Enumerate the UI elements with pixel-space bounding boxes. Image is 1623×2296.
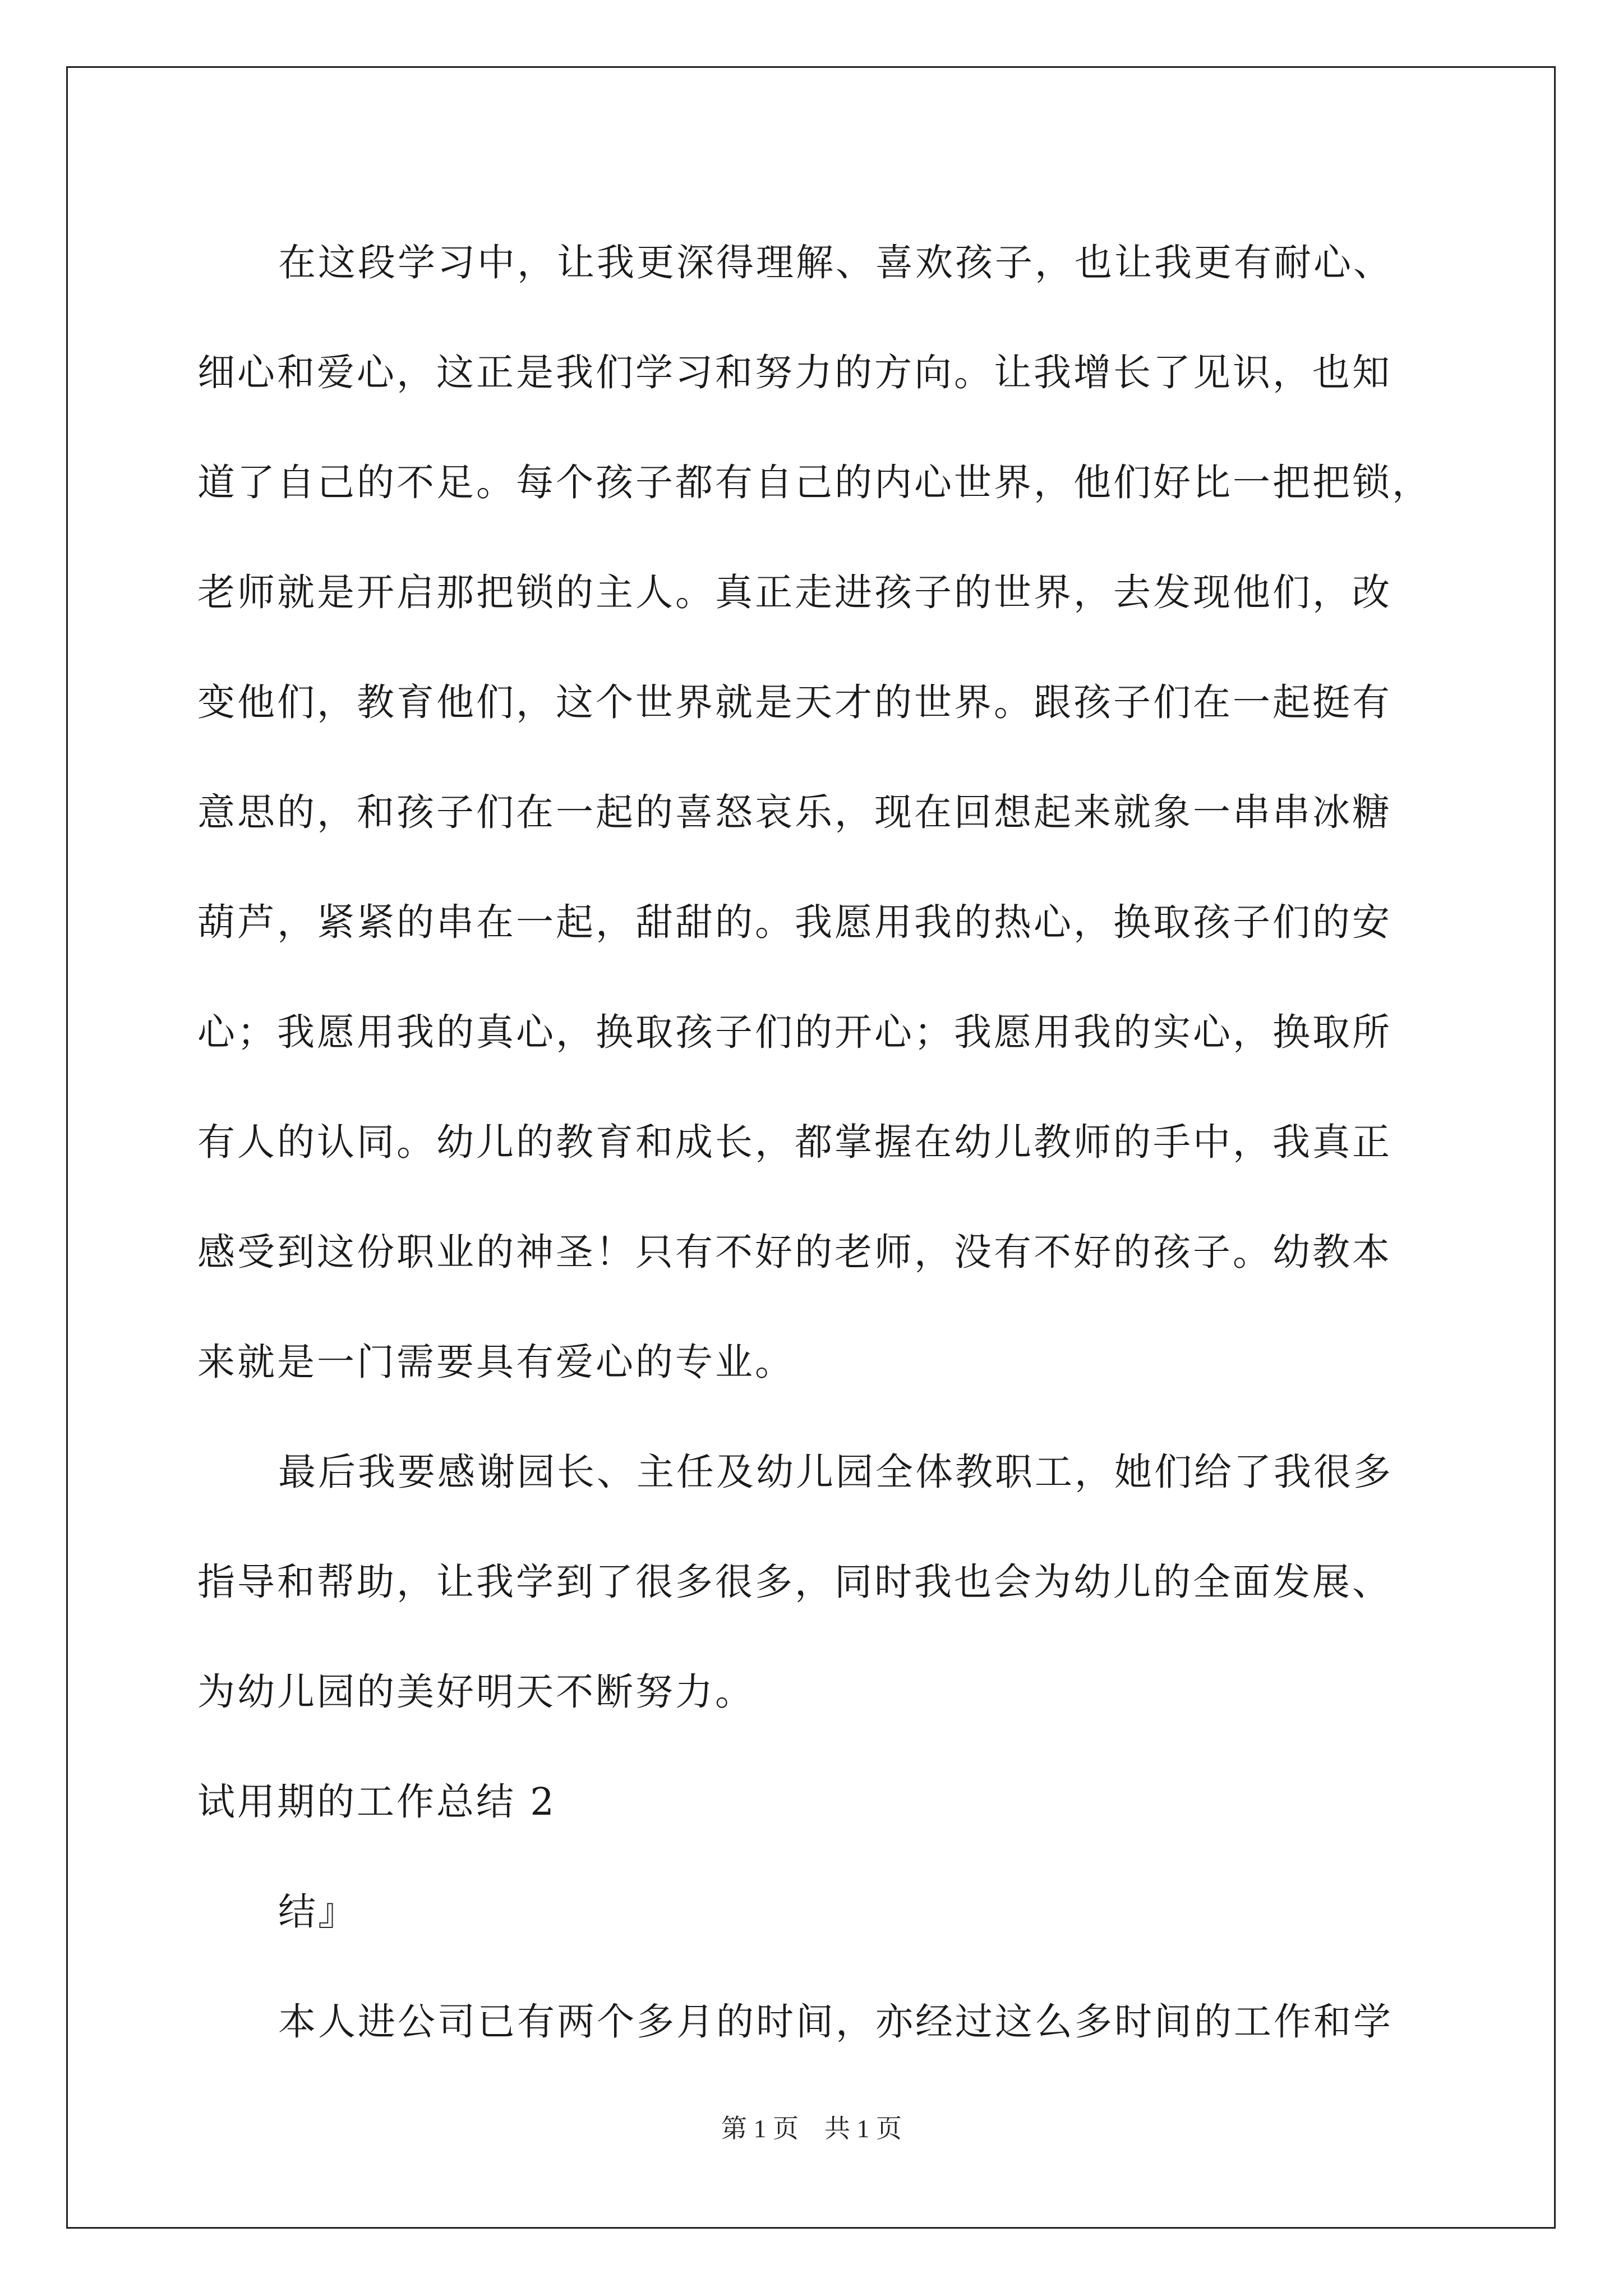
document-body	[197, 208, 1431, 2077]
paragraph-1-line-5: 变他们，教育他们，这个世界就是天才的世界。跟孩子们在一起挺有	[197, 680, 1392, 724]
page-footer: 第 1 页 共 1 页	[721, 2114, 902, 2143]
paragraph-1-line-1: 在这段学习中，让我更深得理解、喜欢孩子，也让我更有耐心、	[278, 241, 1393, 284]
paragraph-1-line-8: 心；我愿用我的真心，换取孩子们的开心；我愿用我的实心，换取所	[197, 1010, 1392, 1054]
paragraph-2-line-3: 为幼儿园的美好明天不断努力。	[197, 1670, 755, 1714]
paragraph-2-line-2: 指导和帮助，让我学到了很多很多，同时我也会为幼儿的全面发展、	[197, 1560, 1392, 1604]
paragraph-1-line-3: 道了自己的不足。每个孩子都有自己的内心世界，他们好比一把把锁，	[197, 461, 1432, 504]
paragraph-3-line-1: 本人进公司已有两个多月的时间，亦经过这么多时间的工作和学	[278, 2000, 1393, 2044]
paragraph-1-line-11: 来就是一门需要具有爱心的专业。	[197, 1340, 795, 1384]
paragraph-1-line-4: 老师就是开启那把锁的主人。真正走进孩子的世界，去发现他们，改	[197, 570, 1392, 614]
paragraph-1-line-9: 有人的认同。幼儿的教育和成长，都掌握在幼儿教师的手中，我真正	[197, 1120, 1392, 1164]
fragment-line: 结』	[278, 1890, 358, 1934]
paragraph-1-line-10: 感受到这份职业的神圣！只有不好的老师，没有不好的孩子。幼教本	[197, 1230, 1392, 1274]
paragraph-2-line-1: 最后我要感谢园长、主任及幼儿园全体教职工，她们给了我很多	[278, 1450, 1393, 1494]
paragraph-1-line-7: 葫芦，紧紧的串在一起，甜甜的。我愿用我的热心，换取孩子们的安	[197, 900, 1392, 944]
paragraph-1-line-6: 意思的，和孩子们在一起的喜怒哀乐，现在回想起来就象一串串冰糖	[197, 790, 1392, 834]
section-heading: 试用期的工作总结 2	[197, 1780, 556, 1824]
paragraph-1-line-2: 细心和爱心，这正是我们学习和努力的方向。让我增长了见识，也知	[197, 351, 1392, 394]
